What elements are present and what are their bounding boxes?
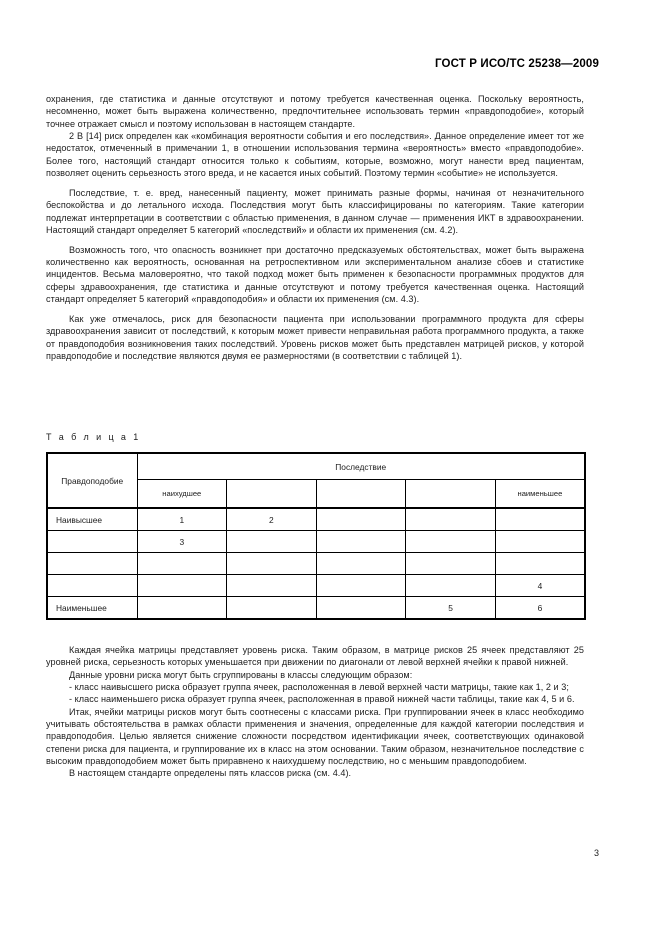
table-row	[47, 508, 585, 531]
table-row-label	[47, 553, 137, 575]
table-subheader-worst: наихудшее	[137, 480, 227, 509]
table-cell	[137, 597, 227, 620]
table-row-label: Наименьшее	[47, 597, 137, 620]
table-cell	[316, 575, 406, 597]
paragraph-highest-risk-class: - класс наивысшего риска образует группа ячеек, расположенная в левой верхней части матрицы, такие как 1, 2 и 3;	[69, 682, 569, 693]
paragraph-consequence: Последствие, т. е. вред, нанесенный пациенту, может принимать разные формы, начиная от незначительного беспокойства и до летального исхода. Последствия могут быть классифицированы по категориям. Такие категории подлежат интерпретации в соответствии с областью применения, в данном случае — применения ИКТ в здравоохранении. Настоящий стандарт определяет 5 категорий «последствий» и области их применения (см. 4.2).	[46, 187, 584, 235]
paragraph-risk-class-mapping: Итак, ячейки матрицы рисков могут быть соотнесены с классами риска. При группировании ячеек в класс необходимо учитывать обстоятельства в рамках области применения и значения, определенные для каждой категории последствия и правдоподобия. Целью является снижение сложности посредством идентификации ячеек, соответствующих одинаковой степени риска для пациента, и группирование их в класс на этом основании. Таким образом, незначительное последствие с высоким правдоподобием может быть приравнено к наихудшему последствию, но с меньшим правдоподобием.	[46, 706, 584, 767]
table-cell: 1	[137, 508, 227, 531]
table-row	[47, 575, 585, 597]
table-cell	[495, 508, 585, 531]
page-number: 3	[593, 848, 599, 858]
document-standard-header: ГОСТ Р ИСО/ТС 25238—2009	[434, 58, 599, 70]
table-row	[47, 531, 585, 553]
table-row	[47, 597, 585, 620]
table-cell: 2	[227, 508, 317, 531]
table-cell	[137, 553, 227, 575]
table-subheader-least: наименьшее	[495, 480, 585, 509]
risk-matrix-table	[46, 452, 586, 620]
paragraph-likelihood: Возможность того, что опасность возникнет при достаточно предсказуемых обстоятельствах, может быть выражена количественно как вероятность, основанная на ретроспективном или экспериментальном анализе сбоев и статистике инцидентов. Весьма маловероятно, что такой подход может быть применен к безопасности программных продуктов для сферы здравоохранения, где статистика и данные отсутствуют и потому требуется качественная оценка. Настоящий стандарт определяет 5 категорий «правдоподобия» и области их применения (см. 4.3).	[46, 244, 584, 305]
table-cell	[316, 597, 406, 620]
table-cell	[137, 575, 227, 597]
table-row-label: Наивысшее	[47, 508, 137, 531]
table-caption: Т а б л и ц а 1	[46, 432, 141, 442]
table-cell	[406, 553, 496, 575]
table-row-label	[47, 575, 137, 597]
table-cell	[227, 553, 317, 575]
table-row	[47, 553, 585, 575]
main-text-column-bottom	[46, 644, 584, 780]
paragraph-risk-matrix: Как уже отмечалось, риск для безопасности пациента при использовании программного продукта для сферы здравоохранения зависит от последствий, к которым может привести неправильная работа программного продукта, а также от правдоподобия возникновения таких последствий. Уровень рисков может быть представлен матрицей рисков, у которой правдоподобие и последствие являются двумя ее размерностями (в соответствии с таблицей 1).	[46, 314, 584, 362]
table-subheader-col2	[227, 480, 317, 509]
table-cell	[316, 531, 406, 553]
table-cell	[316, 553, 406, 575]
table-cell	[495, 553, 585, 575]
paragraph-five-risk-classes: В настоящем стандарте определены пять классов риска (см. 4.4).	[69, 768, 352, 779]
table-cell	[495, 531, 585, 553]
table-row-label	[47, 531, 137, 553]
paragraph-continuation-note1: охранения, где статистика и данные отсутствуют и потому требуется качественная оценка. Поскольку вероятность, несомненно, может быть выражена количественно, предпочтительнее использовать термин «правдоподобие», который точнее отражает смысл и поэтому использован в настоящем стандарте.	[46, 94, 584, 129]
paragraph-cell-risk-level: Каждая ячейка матрицы представляет уровень риска. Таким образом, в матрице рисков 25 ячеек представляют 25 уровней риска, серьезность которых уменьшается при движении по диагонали от левой верхней ячейки к правой нижней.	[46, 645, 584, 668]
paragraph-lowest-risk-class: - класс наименьшего риска образует группа ячеек, расположенная в правой нижней части таблицы, такие как 4, 5 и 6.	[69, 694, 575, 705]
table-cell	[316, 508, 406, 531]
paragraph-grouping-intro: Данные уровни риска могут быть сгруппированы в классы следующим образом:	[69, 669, 413, 680]
table-cell	[406, 508, 496, 531]
table-subheader-col3	[316, 480, 406, 509]
table-cell	[227, 575, 317, 597]
paragraph-note2: 2 В [14] риск определен как «комбинация вероятности события и его последствия». Данное определение имеет тот же недостаток, отмеченный в примечании 1, в отношении использования термина «вероятность» вместо «правдоподобие». Более того, настоящий стандарт относится только к событиям, которые, возможно, могут нанести вред пациентам, позволяет оценить серьезность этого вреда, и не касается иных событий. Поэтому термин «событие» не используется.	[46, 131, 584, 179]
table-cell: 4	[495, 575, 585, 597]
table-cell: 3	[137, 531, 227, 553]
table-cell	[227, 597, 317, 620]
table-cell	[227, 531, 317, 553]
table-axis-label-consequence: Последствие	[137, 453, 585, 480]
table-cell: 5	[406, 597, 496, 620]
table-header-row-consequence	[47, 453, 585, 480]
table-subheader-col4	[406, 480, 496, 509]
table-cell	[406, 575, 496, 597]
table-cell: 6	[495, 597, 585, 620]
main-text-column-top	[46, 93, 584, 362]
table-cell	[406, 531, 496, 553]
table-axis-label-likelihood: Правдоподобие	[47, 453, 137, 508]
